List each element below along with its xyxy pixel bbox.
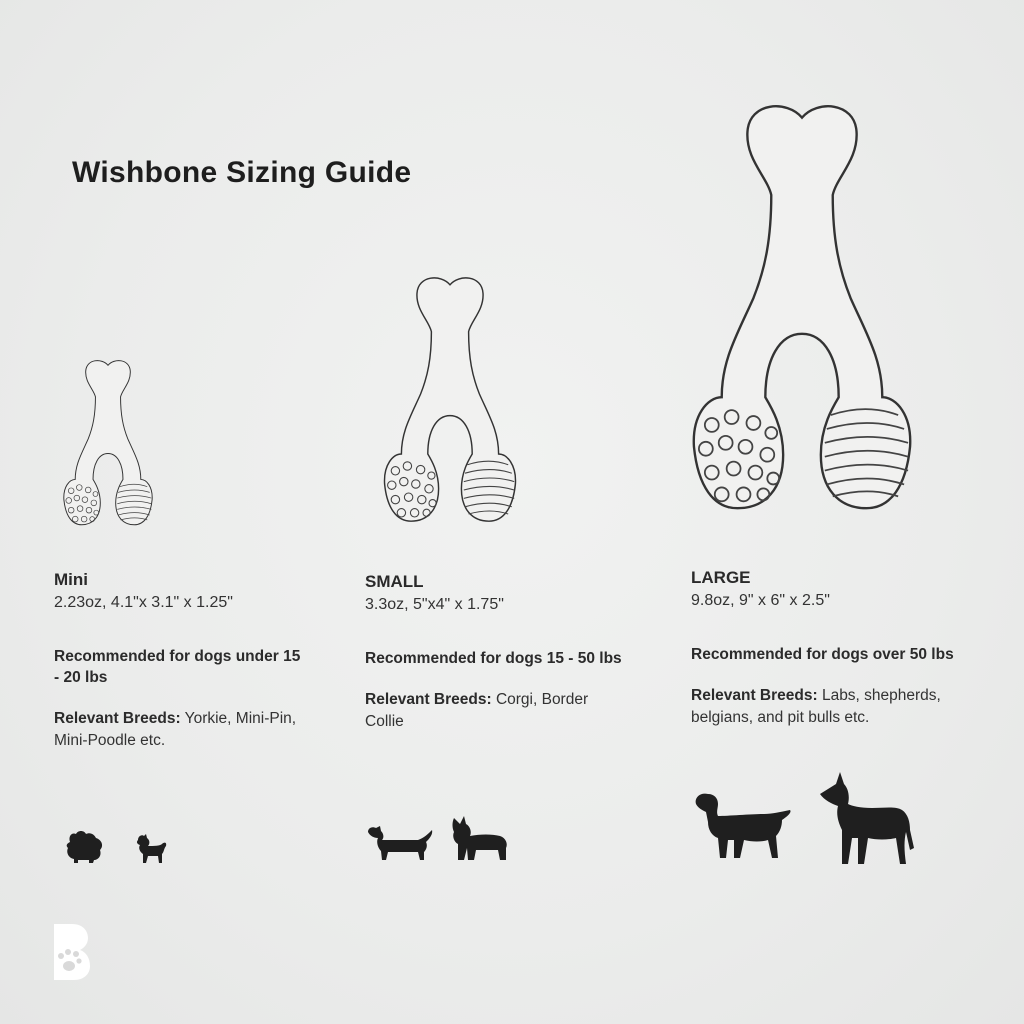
wishbone-large-illustration: [688, 96, 916, 520]
size-recommendation: Recommended for dogs over 50 lbs: [691, 646, 954, 663]
size-name: LARGE: [691, 568, 751, 587]
size-breeds: Relevant Breeds: Labs, shepherds, belgians, and pit bulls etc.: [691, 687, 941, 726]
paw-logo-icon: [52, 922, 90, 982]
size-column-large: [691, 568, 981, 729]
yorkie-icon: [134, 832, 168, 864]
wishbone-mini-illustration: [52, 358, 164, 528]
size-dimensions: 3.3oz, 5"x4" x 1.75": [365, 596, 504, 613]
size-breeds: Relevant Breeds: Corgi, Border Collie: [365, 691, 589, 730]
size-breeds: Relevant Breeds: Yorkie, Mini-Pin, Mini-Poodle etc.: [54, 710, 297, 749]
size-column-small: [365, 572, 635, 733]
size-name: SMALL: [365, 572, 424, 591]
size-dimensions: 2.23oz, 4.1"x 3.1" x 1.25": [54, 594, 233, 611]
size-name: Mini: [54, 570, 88, 589]
wishbone-small-illustration: [364, 274, 536, 526]
retriever-icon: [692, 790, 794, 862]
size-recommendation: Recommended for dogs under 15 - 20 lbs: [54, 648, 301, 686]
great-dane-icon: [818, 770, 916, 866]
page-title: Wishbone Sizing Guide: [72, 156, 412, 190]
dachshund-icon: [366, 822, 434, 862]
size-dimensions: 9.8oz, 9" x 6" x 2.5": [691, 592, 830, 609]
french-bulldog-icon: [450, 814, 510, 862]
size-recommendation: Recommended for dogs 15 - 50 lbs: [365, 650, 622, 667]
size-column-mini: [54, 570, 314, 752]
pomeranian-icon: [64, 828, 104, 864]
